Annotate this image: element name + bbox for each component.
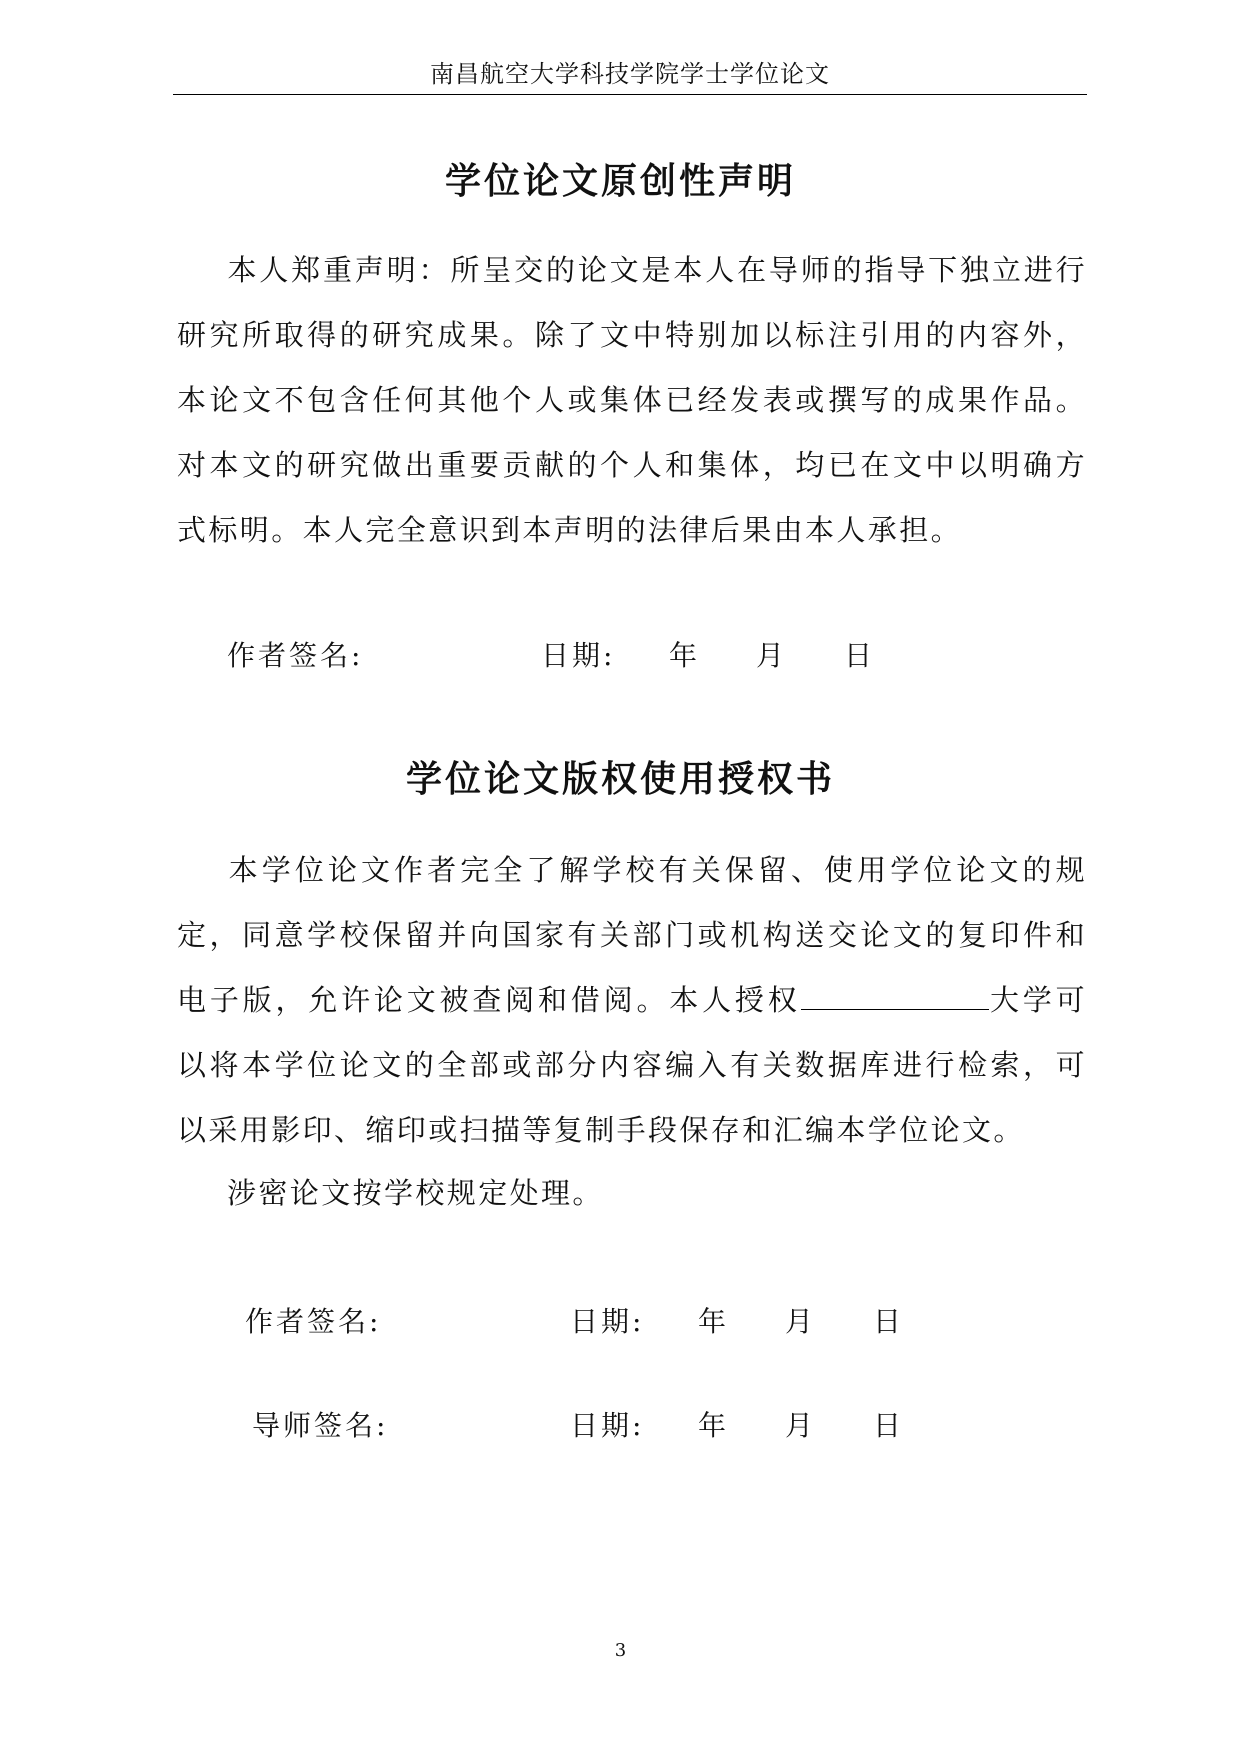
copyright-body-part2: 大学可以将本学位论文的全部或部分内容编入有关数据库进行检索，可以采用影印、缩印或扫描等复制手段保存和汇编本学位论文。	[177, 983, 1088, 1147]
declaration-title: 学位论文原创性声明	[444, 161, 796, 202]
declaration-body: 本人郑重声明：所呈交的论文是本人在导师的指导下独立进行研究所取得的研究成果。除了文中特别加以标注引用的内容外，本论文不包含任何其他个人或集体已经发表或撰写的成果作品。对本文的研究做出重要贡献的个人和集体，均已在文中以明确方式标明。本人完全意识到本声明的法律后果由本人承担。	[177, 253, 1087, 547]
month-label: 月	[785, 1305, 817, 1338]
year-label: 年	[698, 1305, 730, 1338]
secret-paragraph	[177, 1161, 1087, 1226]
author-signature-label: 作者签名:	[245, 1305, 382, 1338]
author-signature-label: 作者签名:	[227, 639, 364, 672]
copyright-body-part1: 本学位论文作者完全了解学校有关保留、使用学位论文的规定，同意学校保留并向国家有关部门或机构送交论文的复印件和电子版，允许论文被查阅和借阅。本人授权	[177, 853, 1087, 1017]
date-label: 日期:	[570, 1409, 645, 1442]
year-label: 年	[698, 1409, 730, 1442]
month-label: 月	[785, 1409, 817, 1442]
page-number: 3	[614, 1640, 627, 1661]
copyright-title: 学位论文版权使用授权书	[405, 759, 835, 800]
page-header	[173, 54, 1087, 95]
declaration-paragraph	[177, 238, 1087, 563]
declaration-signature-row	[227, 636, 1027, 676]
month-label: 月	[756, 639, 788, 672]
advisor-signature-row	[252, 1406, 1052, 1446]
advisor-signature-label: 导师签名:	[252, 1409, 389, 1442]
copyright-author-signature-row	[245, 1302, 1045, 1342]
header-text: 南昌航空大学科技学院学士学位论文	[430, 60, 830, 88]
day-label: 日	[873, 1409, 905, 1442]
university-name-blank[interactable]	[801, 983, 989, 1010]
day-label: 日	[873, 1305, 905, 1338]
date-label: 日期:	[541, 639, 616, 672]
secret-body: 涉密论文按学校规定处理。	[227, 1176, 604, 1210]
day-label: 日	[844, 639, 876, 672]
copyright-paragraph	[177, 838, 1087, 1163]
year-label: 年	[669, 639, 701, 672]
date-label: 日期:	[570, 1305, 645, 1338]
